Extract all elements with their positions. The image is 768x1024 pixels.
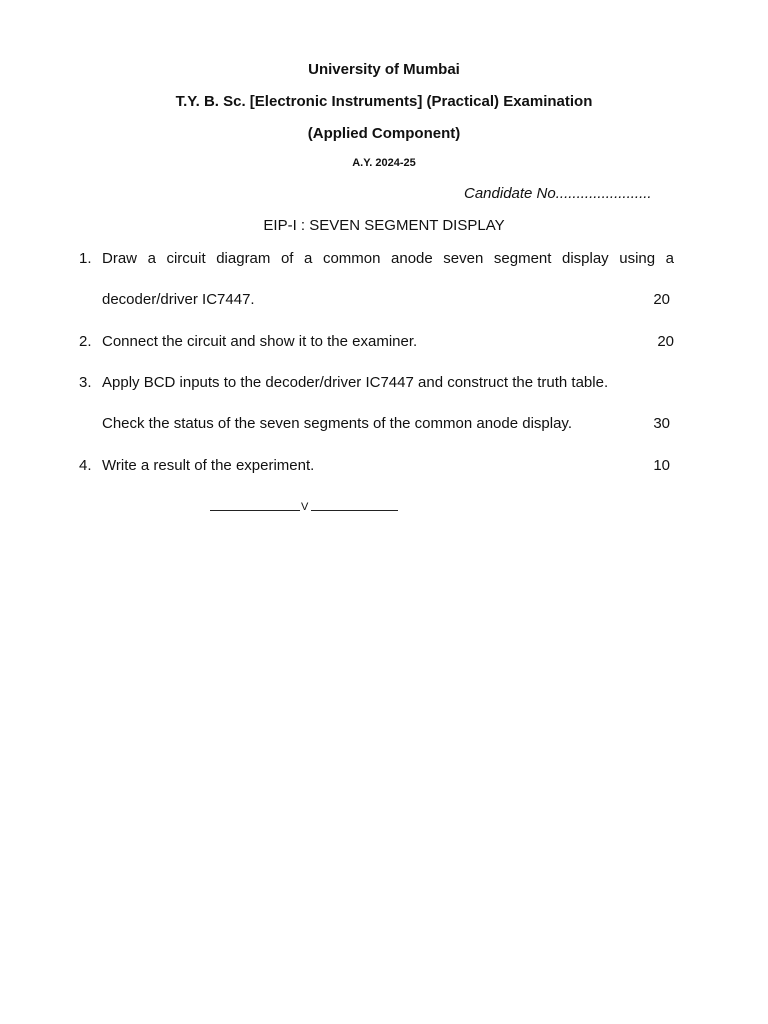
- question-marks: 30: [653, 415, 670, 432]
- end-mark: V: [301, 501, 309, 513]
- question-number: 2.: [79, 333, 92, 350]
- question-marks: 10: [653, 457, 670, 474]
- question-text: Connect the circuit and show it to the examiner.: [102, 333, 418, 350]
- question-marks: 20: [657, 333, 674, 350]
- component-title: (Applied Component): [307, 125, 461, 142]
- question-text: Check the status of the seven segments of the common anode display.: [102, 415, 572, 432]
- end-line-right: [311, 510, 398, 511]
- question-text: decoder/driver IC7447.: [102, 291, 255, 308]
- exam-title: T.Y. B. Sc. [Electronic Instruments] (Practical) Examination: [175, 93, 593, 110]
- university-title: University of Mumbai: [308, 61, 460, 78]
- question-number: 4.: [79, 457, 92, 474]
- question-text: Apply BCD inputs to the decoder/driver IC7447 and construct the truth table.: [102, 374, 609, 391]
- question-number: 3.: [79, 374, 92, 391]
- candidate-number-field: Candidate No.......................: [464, 185, 652, 202]
- experiment-title: EIP-I : SEVEN SEGMENT DISPLAY: [263, 217, 505, 234]
- academic-year: A.Y. 2024-25: [352, 157, 416, 169]
- question-text: Write a result of the experiment.: [102, 457, 315, 474]
- question-marks: 20: [653, 291, 670, 308]
- end-line-left: [210, 510, 300, 511]
- question-number: 1.: [79, 250, 92, 267]
- question-text: Draw a circuit diagram of a common anode seven segment display using a: [102, 250, 674, 267]
